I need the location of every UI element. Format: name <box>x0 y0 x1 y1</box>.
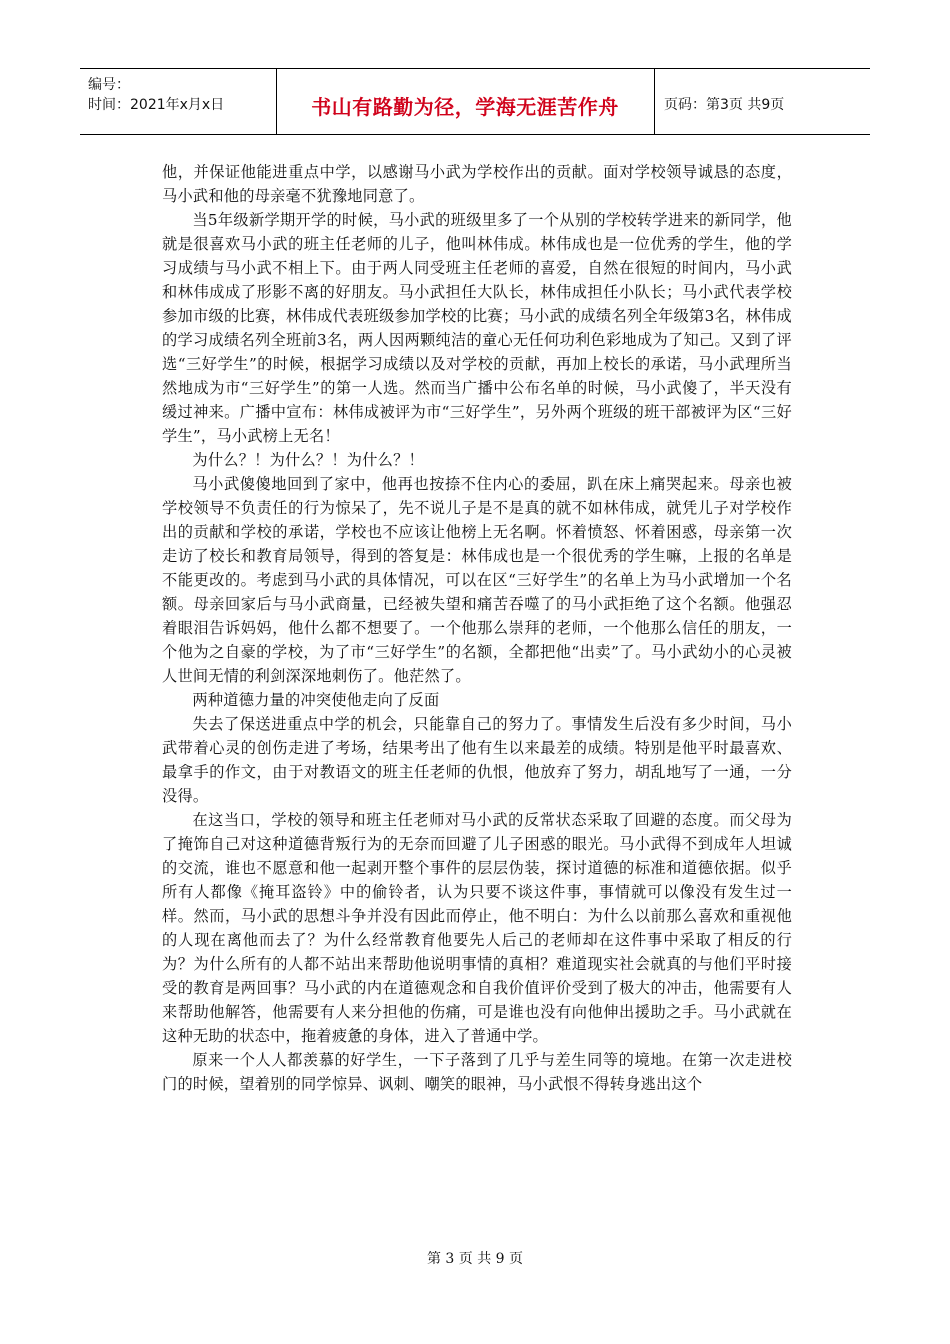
paragraph: 当5年级新学期开学的时候，马小武的班级里多了一个从别的学校转学进来的新同学，他就是很喜欢马小武的班主任老师的儿子，他叫林伟成。林伟成也是一位优秀的学生，他的学习成绩与马小武不相上下。由于两人同受班主任老师的喜爱，自然在很短的时间内，马小武和林伟成成了形影不离的好朋友。马小武担任大队长，林伟成担任小队长；马小武代表学校参加市级的比赛，林伟成代表班级参加学校的比赛；马小武的成绩名列全年级第3名，林伟成的学习成绩名列全班前3名，两人因两颗纯洁的童心无任何功利色彩地成为了知己。又到了评选“三好学生”的时候，根据学习成绩以及对学校的贡献，再加上校长的承诺，马小武理所当然地成为市“三好学生”的第一人选。然而当广播中公布名单的时候，马小武傻了，半天没有缓过神来。广播中宣布：林伟成被评为市“三好学生”，另外两个班级的班干部被评为区“三好学生”，马小武榜上无名！ <box>162 211 792 445</box>
header-page-info: 页码：第3页 共9页 <box>664 97 785 113</box>
paragraph: 原来一个人人都羡慕的好学生，一下子落到了几乎与差生同等的境地。在第一次走进校门的时候，望着别的同学惊异、讽刺、嘲笑的眼神，马小武恨不得转身逃出这个 <box>162 1051 792 1093</box>
section-heading: 两种道德力量的冲突使他走向了反面 <box>192 691 440 709</box>
document-number-label: 编号： <box>88 77 130 93</box>
header-motto-cell <box>276 69 655 134</box>
paragraph: 在这当口，学校的领导和班主任老师对马小武的反常状态采取了回避的态度。而父母为了掩饰自己对这种道德背叛行为的无奈而回避了儿子困惑的眼光。马小武得不到成年人坦诚的交流，谁也不愿意和他一起剥开整个事件的层层伪装，探讨道德的标准和道德依据。似乎所有人都像《掩耳盗铃》中的偷铃者，认为只要不谈这件事，事情就可以像没有发生过一样。然而，马小武的思想斗争并没有因此而停止，他不明白：为什么以前那么喜欢和重视他的人现在离他而去了？为什么经常教育他要先人后己的老师却在这件事中采取了相反的行为？为什么所有的人都不站出来帮助他说明事情的真相？难道现实社会就真的与他们平时接受的教育是两回事？马小武的内在道德观念和自我价值评价受到了极大的冲击，他需要有人来帮助他解答，他需要有人来分担他的伤痛，可是谁也没有向他伸出援助之手。马小武就在这种无助的状态中，拖着疲惫的身体，进入了普通中学。 <box>162 811 792 1045</box>
page-footer: 第 3 页 共 9 页 <box>426 1251 524 1267</box>
paragraph: 马小武傻傻地回到了家中，他再也按捺不住内心的委屈，趴在床上痛哭起来。母亲也被学校领导不负责任的行为惊呆了，先不说儿子是不是真的就不如林伟成，就凭儿子对学校作出的贡献和学校的承诺，学校也不应该让他榜上无名啊。怀着愤怒、怀着困惑，母亲第一次走访了校长和教育局领导，得到的答复是：林伟成也是一个很优秀的学生嘛，上报的名单是不能更改的。考虑到马小武的具体情况，可以在区“三好学生”的名单上为马小武增加一个名额。母亲回家后与马小武商量，已经被失望和痛苦吞噬了的马小武拒绝了这个名额。他强忍着眼泪告诉妈妈，他什么都不想要了。一个他那么崇拜的老师，一个他那么信任的朋友，一个他为之自豪的学校，为了市“三好学生”的名额，全都把他“出卖”了。马小武幼小的心灵被人世间无情的利剑深深地刺伤了。他茫然了。 <box>162 475 792 685</box>
paragraph: 他，并保证他能进重点中学，以感谢马小武为学校作出的贡献。面对学校领导诚恳的态度，马小武和他的母亲毫不犹豫地同意了。 <box>162 163 792 205</box>
header-motto: 书山有路勤为径，学海无涯苦作舟 <box>311 95 619 119</box>
header-page-cell <box>654 69 870 134</box>
paragraph: 失去了保送进重点中学的机会，只能靠自己的努力了。事情发生后没有多少时间，马小武带着心灵的创伤走进了考场，结果考出了他有生以来最差的成绩。特别是他平时最喜欢、最拿手的作文，由于对教语文的班主任老师的仇恨，他放弃了努力，胡乱地写了一通，一分没得。 <box>162 715 792 805</box>
document-time-label: 时间：2021年x月x日 <box>88 97 225 113</box>
document-body <box>162 160 792 1096</box>
page-header <box>80 68 870 135</box>
header-info-cell <box>80 69 277 134</box>
paragraph: 为什么？！为什么？！为什么？！ <box>192 451 424 469</box>
